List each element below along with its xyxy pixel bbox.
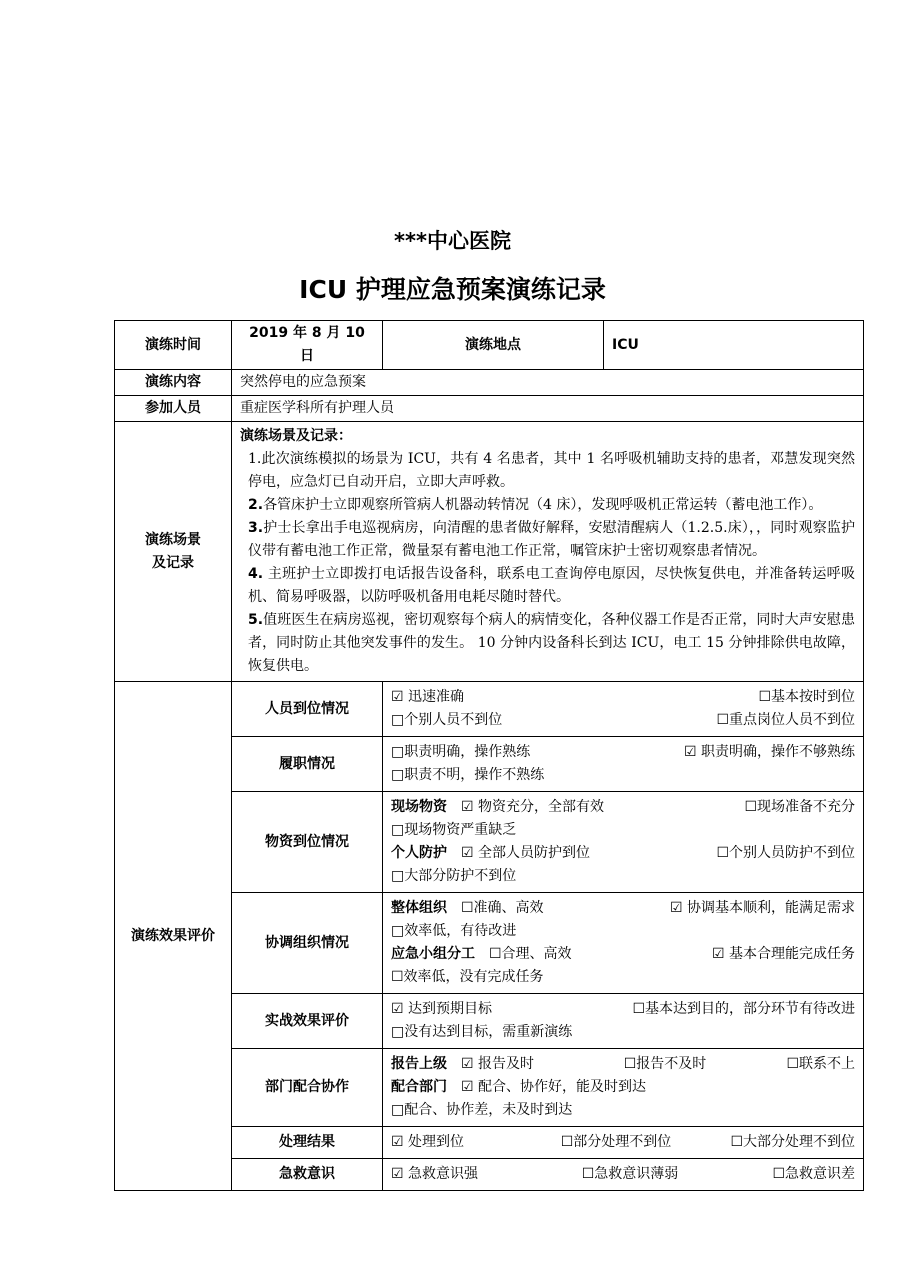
option-line — [391, 897, 855, 920]
option-line — [391, 764, 855, 787]
checkbox-option: ☑ 迅速准确 — [391, 689, 465, 705]
scene-record — [232, 422, 864, 682]
checkbox-option: ☐重点岗位人员不到位 — [716, 712, 855, 728]
option-line — [391, 842, 855, 865]
checkbox-option: □大部分防护不到位 — [391, 868, 517, 884]
checkbox-option: ☐急救意识薄弱 — [581, 1166, 679, 1182]
option-line — [391, 1021, 855, 1044]
scene-label-line2: 及记录 — [152, 554, 194, 571]
checkbox-option: ☑ 急救意识强 — [391, 1166, 479, 1182]
checkbox-option: ☐部分处理不到位 — [560, 1134, 672, 1150]
option-group-label: 配合部门 — [391, 1079, 447, 1095]
row-time-place — [115, 321, 864, 370]
scene-step — [240, 563, 855, 609]
checkbox-option: ☑ 职责明确，操作不够熟练 — [683, 744, 855, 760]
option-group-label: 整体组织 — [391, 900, 447, 916]
option-line — [391, 1053, 855, 1076]
time-label: 演练时间 — [115, 321, 232, 370]
checkbox-option: ☐急救意识差 — [772, 1166, 855, 1182]
option-line — [391, 1131, 855, 1154]
scene-step-text: 值班医生在病房巡视，密切观察每个病人的病情变化，各种仪器工作是否正常，同时大声安慰患者，同时防止其他突发事件的发生。 10 分钟内设备科长到达 ICU，电工 15 分钟排除供电故障，恢复供电。 — [248, 612, 855, 674]
option-group-label: 报告上级 — [391, 1056, 447, 1072]
checkbox-option: ☑ 物资充分，全部有效 — [461, 799, 605, 815]
scene-label — [115, 422, 232, 682]
place-value: ICU — [604, 321, 864, 370]
checkbox-option: ☐现场准备不充分 — [744, 799, 855, 815]
checkbox-option: ☐联系不上 — [786, 1056, 855, 1072]
content-label: 演练内容 — [115, 370, 232, 396]
evaluation-options — [383, 1049, 864, 1127]
evaluation-item-name: 部门配合协作 — [232, 1049, 383, 1127]
document-title: ICU 护理应急预案演练记录 — [299, 275, 606, 304]
checkbox-option: ☐合理、高效 — [489, 946, 572, 962]
evaluation-item-name: 履职情况 — [232, 737, 383, 792]
checkbox-option: □配合、协作差，未及时到达 — [391, 1102, 573, 1118]
scene-step-text: 各管床护士立即观察所管病人机器动转情况（4 床），发现呼吸机正常运转（蓄电池工作）。 — [263, 497, 823, 513]
checkbox-option: ☐基本按时到位 — [758, 689, 855, 705]
option-group-label: 应急小组分工 — [391, 946, 475, 962]
evaluation-row — [115, 682, 864, 737]
scene-step-number: 1. — [248, 451, 262, 467]
option-line — [391, 966, 855, 989]
scene-step-number: 2. — [248, 497, 264, 513]
checkbox-option: ☐报告不及时 — [623, 1056, 707, 1072]
scene-step-text: 此次演练模拟的场景为 ICU，共有 4 名患者，其中 1 名呼吸机辅助支持的患者，邓慧发现突然停电，应急灯已自动开启，立即大声呼救。 — [248, 451, 855, 490]
evaluation-options — [383, 994, 864, 1049]
checkbox-option: ☑ 协调基本顺利，能满足需求 — [669, 900, 855, 916]
evaluation-item-name: 人员到位情况 — [232, 682, 383, 737]
checkbox-option: □职责明确，操作熟练 — [391, 744, 531, 760]
checkbox-option: ☐准确、高效 — [461, 900, 544, 916]
evaluation-item-name: 实战效果评价 — [232, 994, 383, 1049]
scene-step — [240, 609, 855, 678]
row-content — [115, 370, 864, 396]
option-line — [391, 865, 855, 888]
evaluation-item-name: 急救意识 — [232, 1159, 383, 1191]
row-scene — [115, 422, 864, 682]
scene-step — [240, 448, 855, 494]
evaluation-options — [383, 737, 864, 792]
checkbox-option: ☑ 配合、协作好，能及时到达 — [461, 1079, 647, 1095]
evaluation-options — [383, 893, 864, 994]
checkbox-option: ☑ 处理到位 — [391, 1134, 465, 1150]
checkbox-option: ☑ 基本合理能完成任务 — [711, 946, 855, 962]
hospital-name: ***中心医院 — [394, 229, 511, 253]
option-line — [391, 819, 855, 842]
option-line — [391, 741, 855, 764]
checkbox-option: □个别人员不到位 — [391, 712, 503, 728]
option-line — [391, 1099, 855, 1122]
evaluation-item-name: 处理结果 — [232, 1127, 383, 1159]
people-label: 参加人员 — [115, 396, 232, 422]
scene-step-number: 3. — [248, 520, 264, 536]
row-people — [115, 396, 864, 422]
scene-step-number: 4. — [248, 566, 264, 582]
evaluation-item-name: 协调组织情况 — [232, 893, 383, 994]
checkbox-option: ☐基本达到目的，部分环节有待改进 — [632, 1001, 855, 1017]
checkbox-option: ☑ 达到预期目标 — [391, 1001, 493, 1017]
evaluation-options — [383, 792, 864, 893]
drill-record-table — [114, 320, 864, 1191]
content-value: 突然停电的应急预案 — [232, 370, 864, 396]
evaluation-options — [383, 1127, 864, 1159]
option-line — [391, 1076, 855, 1099]
option-line — [391, 998, 855, 1021]
scene-heading: 演练场景及记录： — [240, 428, 352, 444]
checkbox-option: □没有达到目标，需重新演练 — [391, 1024, 573, 1040]
people-value: 重症医学科所有护理人员 — [232, 396, 864, 422]
checkbox-option: ☐个别人员防护不到位 — [716, 845, 855, 861]
evaluation-label: 演练效果评价 — [115, 682, 232, 1191]
scene-step-text: 护士长拿出手电巡视病房，向清醒的患者做好解释，安慰清醒病人（1.2.5.床），，同时观察监护仪带有蓄电池工作正常，微量泵有蓄电池工作正常，嘱管床护士密切观察患者情况。 — [248, 520, 855, 559]
scene-step-text: 主班护士立即拨打电话报告设备科，联系电工查询停电原因，尽快恢复供电，并准备转运呼吸机、简易呼吸器，以防呼吸机备用电耗尽随时替代。 — [248, 566, 855, 605]
option-group-label: 现场物资 — [391, 799, 447, 815]
option-line — [391, 943, 855, 966]
option-line — [391, 920, 855, 943]
scene-step-number: 5. — [248, 612, 264, 628]
evaluation-options — [383, 1159, 864, 1191]
option-line — [391, 1163, 855, 1186]
option-group-label: 个人防护 — [391, 845, 447, 861]
checkbox-option: ☑ 报告及时 — [461, 1056, 535, 1072]
time-value: 2019 年 8 月 10 日 — [232, 321, 383, 370]
scene-step — [240, 494, 855, 517]
evaluation-item-name: 物资到位情况 — [232, 792, 383, 893]
checkbox-option: □效率低，有待改进 — [391, 923, 517, 939]
checkbox-option: □职责不明，操作不熟练 — [391, 767, 545, 783]
option-line — [391, 709, 855, 732]
checkbox-option: □现场物资严重缺乏 — [391, 822, 517, 838]
checkbox-option: ☐效率低，没有完成任务 — [391, 969, 544, 985]
option-line — [391, 796, 855, 819]
checkbox-option: ☑ 全部人员防护到位 — [461, 845, 591, 861]
evaluation-options — [383, 682, 864, 737]
checkbox-option: ☐大部分处理不到位 — [730, 1134, 855, 1150]
scene-step — [240, 517, 855, 563]
scene-label-line1: 演练场景 — [145, 531, 201, 548]
option-line — [391, 686, 855, 709]
place-label: 演练地点 — [383, 321, 604, 370]
